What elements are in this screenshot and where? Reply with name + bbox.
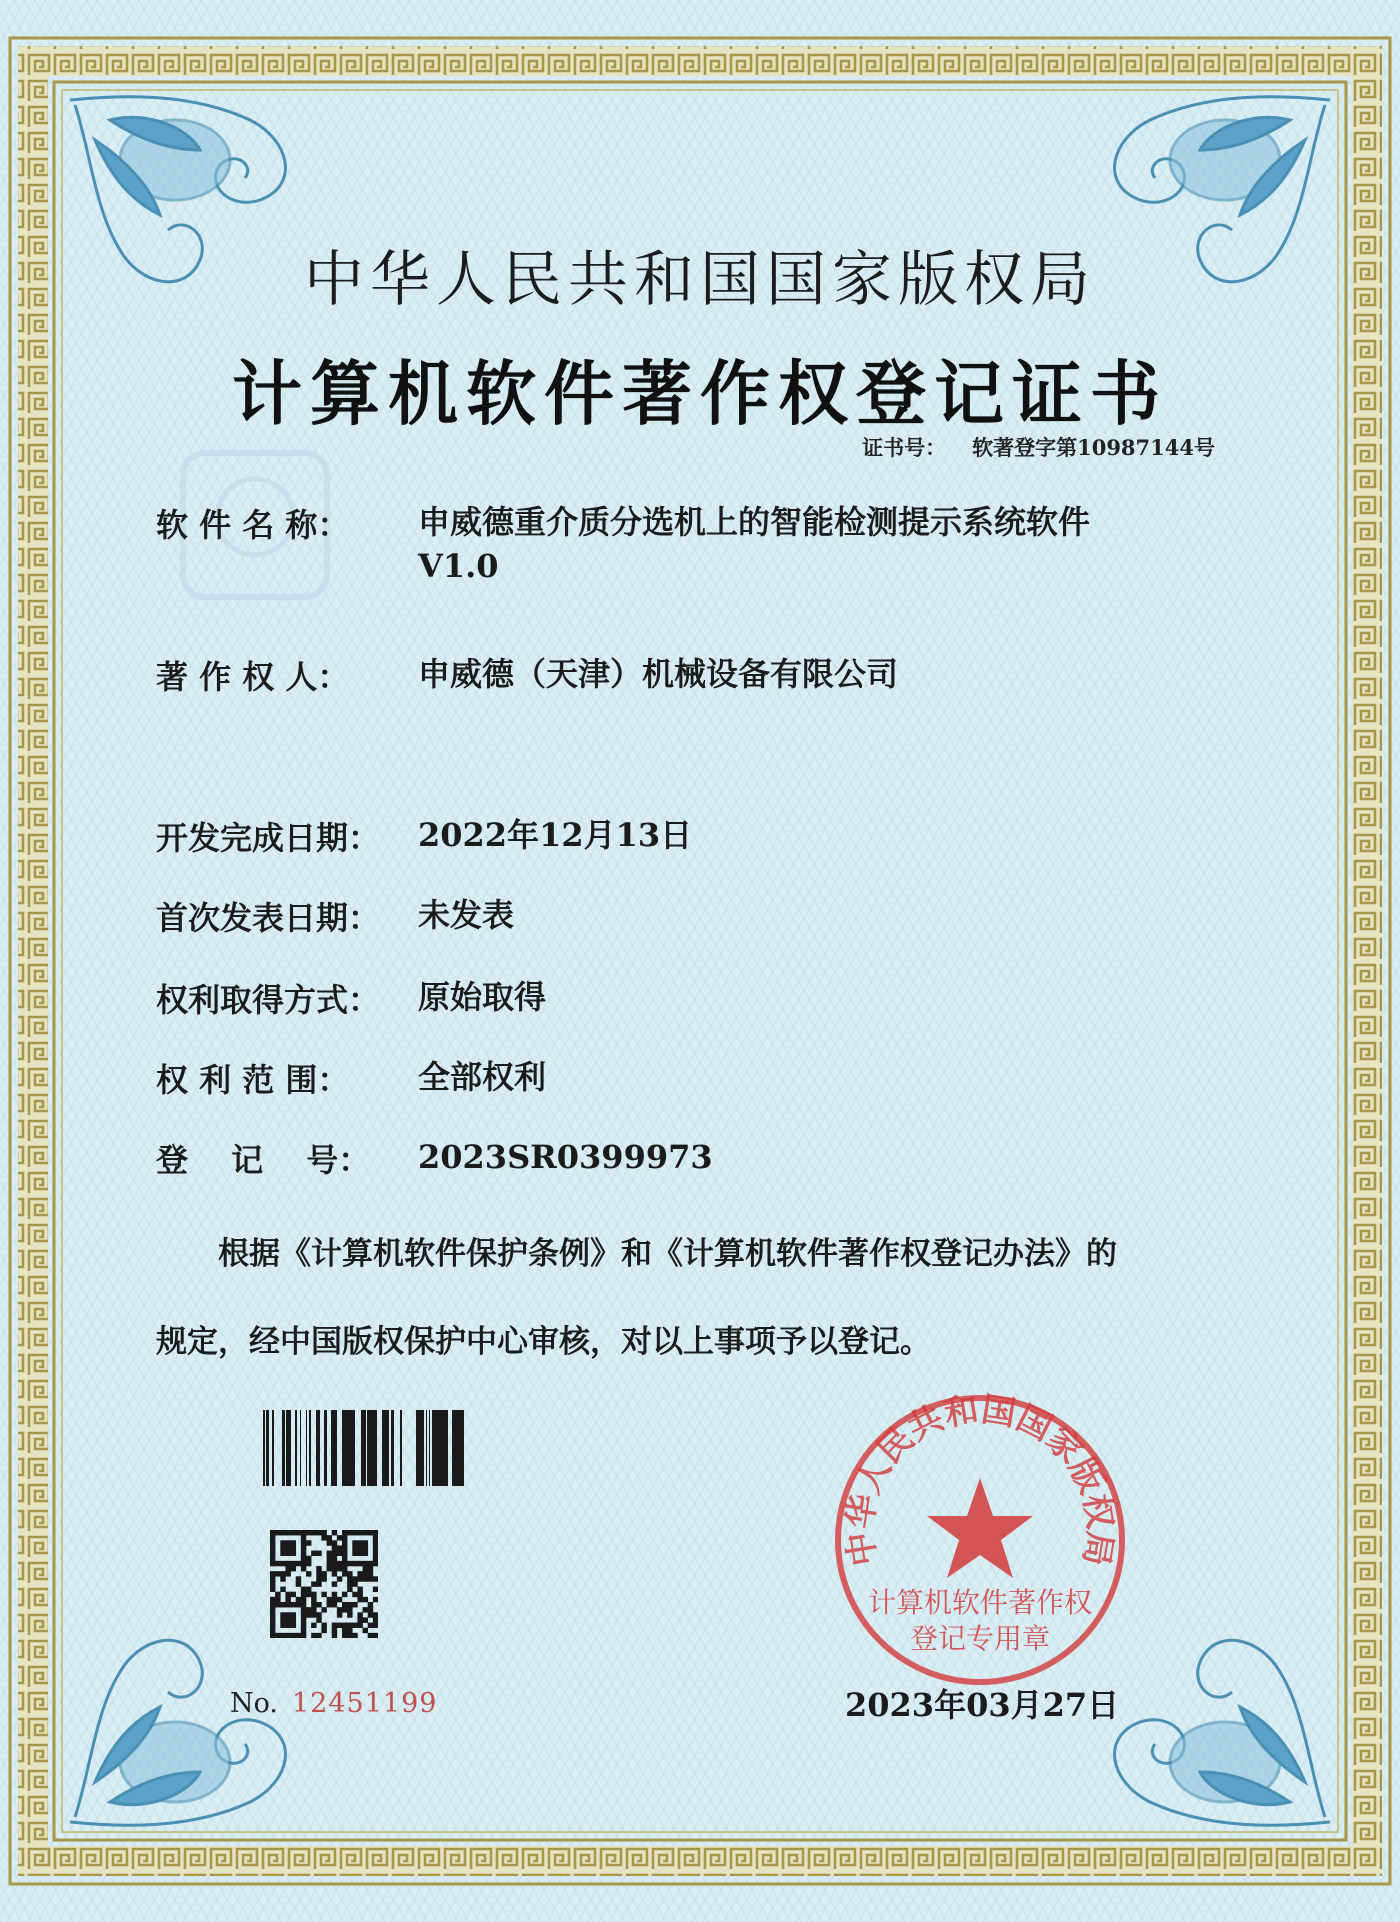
software-name-line2: V1.0	[418, 547, 499, 585]
owner-value: 申威德（天津）机械设备有限公司	[418, 655, 899, 693]
field-acquire-method	[156, 975, 1318, 1021]
corner-ornament-bottom-left	[70, 1640, 285, 1825]
barcode	[263, 1410, 468, 1486]
corner-ornament-bottom-right	[1115, 1640, 1330, 1825]
statement-line1: 根据《计算机软件保护条例》和《计算机软件著作权登记办法》的	[218, 1236, 1117, 1272]
field-rights-scope	[156, 1055, 1318, 1101]
dev-date-value: 2022年12月13日	[418, 816, 693, 854]
seal-inner-line1: 计算机软件著作权	[867, 1586, 1093, 1619]
acquire-method-value: 原始取得	[418, 978, 547, 1016]
software-name-line1: 申威德重介质分选机上的智能检测提示系统软件	[418, 503, 1091, 541]
field-publish-date	[156, 893, 1318, 939]
qr-code	[270, 1530, 378, 1638]
certificate-number	[862, 432, 1215, 462]
field-owner	[156, 652, 1318, 698]
acquire-method-label: 权利取得方式：	[156, 981, 381, 1019]
certificate-title: 计算机软件著作权登记证书	[232, 353, 1168, 435]
certificate-number-value: 软著登字第10987144号	[972, 435, 1215, 460]
software-name-value	[418, 500, 1318, 588]
seal-ring-text: 中华人民共和国国家版权局	[840, 1390, 1120, 1569]
serial-number-label: No.	[230, 1688, 278, 1719]
field-software-name	[156, 500, 1318, 588]
rights-scope-value: 全部权利	[418, 1058, 547, 1096]
field-registration-number	[156, 1135, 1318, 1181]
publish-date-value: 未发表	[418, 896, 515, 934]
registration-number-value: 2023SR0399973	[418, 1138, 713, 1176]
statement-line2: 规定，经中国版权保护中心审核，对以上事项予以登记。	[156, 1324, 931, 1360]
issue-date: 2023年03月27日	[845, 1686, 1120, 1724]
serial-number-value: 12451199	[292, 1688, 438, 1719]
dev-date-label: 开发完成日期：	[156, 819, 381, 857]
seal-inner-line2: 登记专用章	[909, 1622, 1051, 1655]
publish-date-label: 首次发表日期：	[156, 899, 381, 937]
certificate-number-label: 证书号：	[862, 435, 947, 460]
official-seal	[830, 1390, 1130, 1690]
serial-number	[230, 1688, 437, 1719]
rights-scope-label: 权 利 范 围：	[156, 1061, 350, 1099]
software-name-label: 软 件 名 称：	[156, 506, 350, 544]
seal-star-icon	[927, 1478, 1033, 1578]
owner-label: 著 作 权 人：	[156, 658, 350, 696]
issuer-title: 中华人民共和国国家版权局	[304, 245, 1096, 315]
registration-number-label: 登 记 号：	[156, 1141, 371, 1179]
field-dev-date	[156, 813, 1318, 859]
